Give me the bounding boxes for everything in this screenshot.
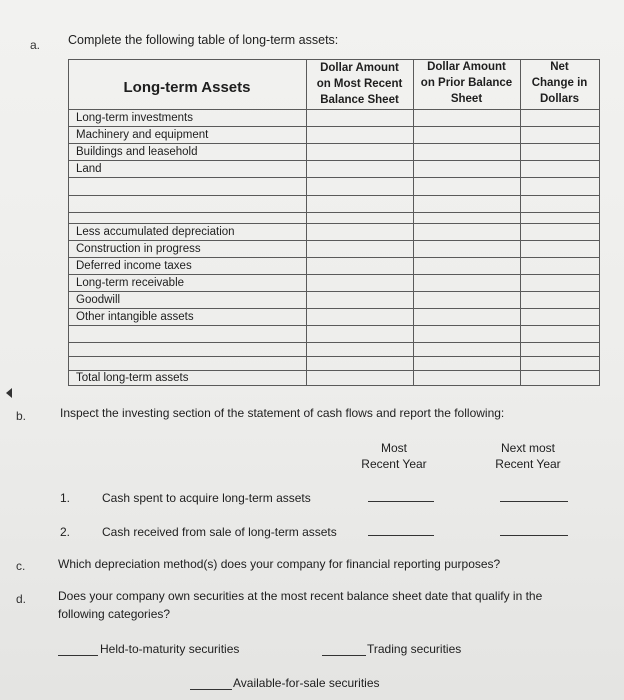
item-1-label: Cash spent to acquire long-term assets bbox=[102, 491, 311, 505]
row-deferred-income-taxes: Deferred income taxes bbox=[76, 260, 192, 272]
section-d-question-line2: following categories? bbox=[58, 607, 171, 621]
section-a-instruction: Complete the following table of long-term assets: bbox=[68, 33, 339, 47]
section-b-instruction: Inspect the investing section of the statement of cash flows and report the following: bbox=[60, 406, 505, 420]
col-most-recent-year: Most Recent Year bbox=[361, 441, 427, 471]
item-2-most-recent-blank[interactable] bbox=[368, 535, 434, 536]
section-c-question: Which depreciation method(s) does your company for financial reporting purposes? bbox=[58, 557, 501, 571]
row-long-term-receivable: Long-term receivable bbox=[76, 277, 185, 289]
section-c-letter: c. bbox=[16, 559, 26, 573]
header-col-prior-balance: Dollar Amount on Prior Balance Sheet bbox=[420, 61, 513, 105]
available-for-sale-blank[interactable] bbox=[190, 689, 232, 690]
page-edge-mark bbox=[6, 388, 12, 398]
header-col-net-change: Net Change in Dollars bbox=[531, 61, 588, 105]
long-term-assets-table bbox=[68, 59, 600, 386]
item-1-number: 1. bbox=[60, 491, 71, 505]
header-col-most-recent: Dollar Amount on Most Recent Balance Sheet bbox=[316, 62, 403, 106]
row-machinery-equipment: Machinery and equipment bbox=[76, 129, 209, 141]
row-less-accumulated-depreciation: Less accumulated depreciation bbox=[76, 226, 235, 238]
item-1-most-recent-blank[interactable] bbox=[368, 501, 434, 502]
row-long-term-investments: Long-term investments bbox=[76, 112, 193, 124]
col-next-most-recent-year: Next most Recent Year bbox=[495, 441, 561, 471]
section-b-letter: b. bbox=[16, 409, 27, 423]
option-available-for-sale: Available-for-sale securities bbox=[233, 676, 380, 690]
row-construction-in-progress: Construction in progress bbox=[76, 243, 201, 255]
section-d-letter: d. bbox=[16, 592, 27, 606]
item-2-label: Cash received from sale of long-term assets bbox=[102, 525, 337, 539]
row-goodwill: Goodwill bbox=[76, 294, 121, 306]
section-a-letter: a. bbox=[30, 38, 41, 52]
row-buildings-leasehold: Buildings and leasehold bbox=[76, 146, 198, 158]
option-trading: Trading securities bbox=[367, 642, 462, 656]
trading-blank[interactable] bbox=[322, 655, 366, 656]
table-border-bottom bbox=[68, 385, 600, 386]
item-1-next-most-recent-blank[interactable] bbox=[500, 501, 568, 502]
held-to-maturity-blank[interactable] bbox=[58, 655, 98, 656]
row-land: Land bbox=[76, 163, 102, 175]
item-2-number: 2. bbox=[60, 525, 71, 539]
row-other-intangible-assets: Other intangible assets bbox=[76, 311, 194, 323]
item-2-next-most-recent-blank[interactable] bbox=[500, 535, 568, 536]
header-long-term-assets: Long-term Assets bbox=[123, 79, 251, 96]
option-held-to-maturity: Held-to-maturity securities bbox=[100, 642, 240, 656]
section-d-question-line1: Does your company own securities at the most recent balance sheet date that qualify in the bbox=[58, 589, 543, 603]
row-total-long-term-assets: Total long-term assets bbox=[76, 372, 189, 384]
